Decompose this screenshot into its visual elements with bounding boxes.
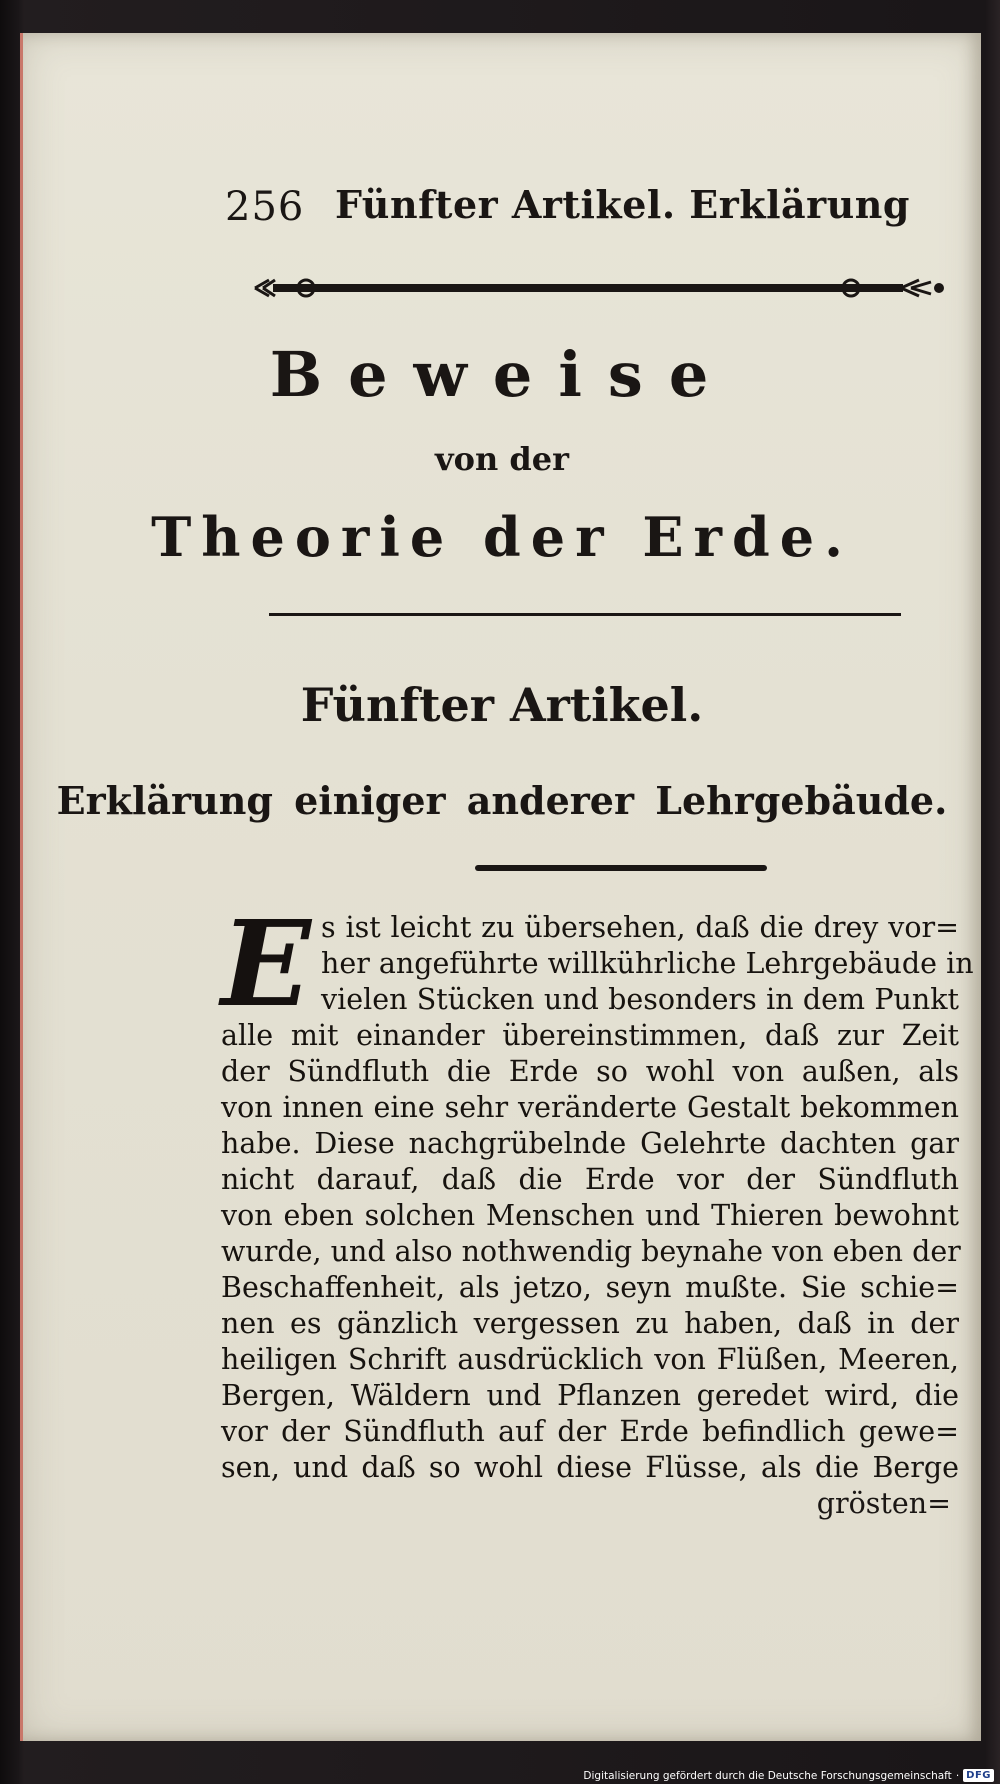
- text-line: heiligen Schrift ausdrücklich von Flüßen, Meeren,: [221, 1343, 959, 1376]
- text-line: habe. Diese nachgrübelnde Gelehrte dachten gar: [221, 1127, 959, 1160]
- text-line: vor der Sündfluth auf der Erde befindlich gewe=: [221, 1415, 959, 1448]
- digitization-credit: [583, 1769, 994, 1782]
- text-line: der Sündfluth die Erde so wohl von außen, als: [221, 1055, 959, 1088]
- article-subtitle: Erklärung einiger anderer Lehrgebäude.: [56, 778, 948, 823]
- text-line: sen, und daß so wohl diese Flüsse, als die Berge: [221, 1451, 959, 1484]
- credit-text: Digitalisierung gefördert durch die Deutsche Forschungsgemeinschaft: [583, 1769, 952, 1782]
- text-line: s ist leicht zu übersehen, daß die drey vor=: [321, 911, 959, 944]
- title-sub: von der: [435, 440, 569, 478]
- text-line: von innen eine sehr veränderte Gestalt bekommen: [221, 1091, 959, 1124]
- title-line3: Theorie der Erde.: [151, 505, 853, 569]
- text-line: nicht darauf, daß die Erde vor der Sündfluth: [221, 1163, 959, 1196]
- dfg-logo: DFG: [963, 1769, 994, 1782]
- ornament-rule-icon: [251, 273, 951, 303]
- catchword: grösten=: [816, 1487, 951, 1520]
- separator: ·: [955, 1769, 960, 1782]
- text-line: alle mit einander übereinstimmen, daß zur Zeit: [221, 1019, 959, 1052]
- drop-cap: E: [221, 894, 311, 1033]
- article-title: Fünfter Artikel.: [300, 678, 704, 732]
- text-line: Beschaffenheit, als jetzo, seyn mußte. Sie schie=: [221, 1271, 959, 1304]
- page-header: [225, 176, 911, 236]
- text-line: her angeführte willkührliche Lehrgebäude in: [321, 947, 974, 980]
- text-line: von eben solchen Menschen und Thieren bewohnt: [221, 1199, 959, 1232]
- text-line: wurde, und also nothwendig beynahe von eben der: [221, 1235, 961, 1268]
- text-line: Bergen, Wäldern und Pflanzen geredet wird, die: [221, 1379, 959, 1412]
- book-page: [20, 33, 981, 1741]
- text-line: nen es gänzlich vergessen zu haben, daß in der: [221, 1307, 959, 1340]
- page-number: 256: [225, 184, 305, 230]
- running-head: Fünfter Artikel. Erklärung: [335, 182, 911, 227]
- text-line: vielen Stücken und besonders in dem Punkt: [321, 983, 959, 1016]
- short-rule: [475, 865, 767, 871]
- title-main: Beweise: [269, 338, 735, 411]
- divider-rule: [269, 613, 901, 616]
